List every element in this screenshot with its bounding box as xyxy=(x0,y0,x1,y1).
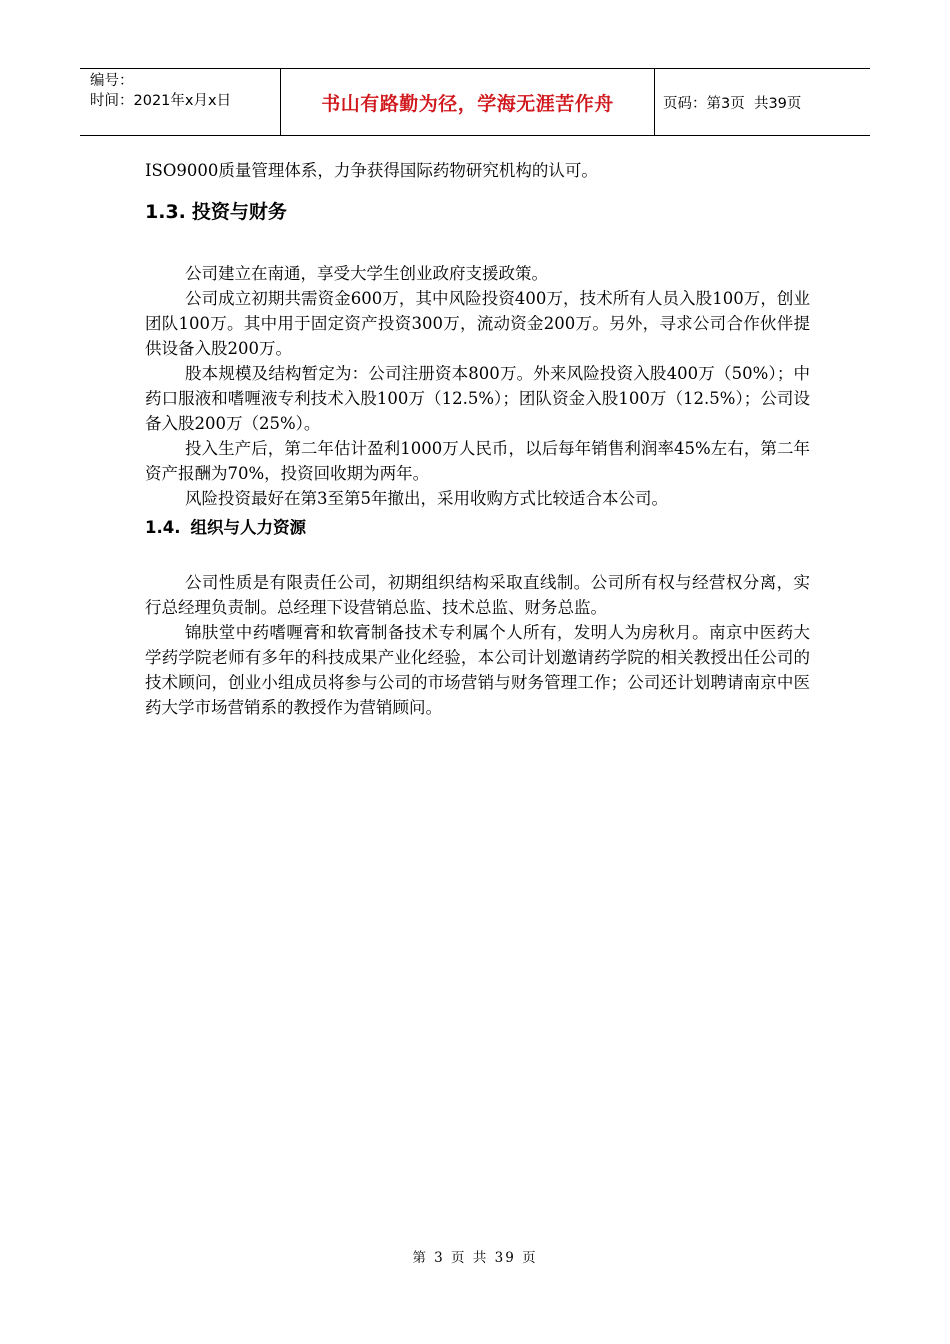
header-page-info: 页码：第3页 共39页 xyxy=(663,95,802,112)
section-number: 1.4. xyxy=(145,518,181,537)
footer-page-number: 第 3 页 共 39 页 xyxy=(412,1250,538,1266)
paragraph: 投入生产后，第二年估计盈利1000万人民币，以后每年销售利润率45%左右，第二年资产报酬为70%，投资回收期为两年。 xyxy=(145,439,810,483)
section-heading-1-4 xyxy=(145,515,810,540)
paragraph: 公司性质是有限责任公司，初期组织结构采取直线制。公司所有权与经营权分离，实行总经理负责制。总经理下设营销总监、技术总监、财务总监。 xyxy=(145,573,810,617)
spacer xyxy=(145,225,810,261)
document-body xyxy=(145,158,810,720)
section-title: 组织与人力资源 xyxy=(190,518,306,537)
paragraph: 公司成立初期共需资金600万，其中风险投资400万，技术所有人员入股100万，创业团队100万。其中用于固定资产投资300万，流动资金200万。另外，寻求公司合作伙伴提供设备入股200万。 xyxy=(145,289,810,358)
header-page-info-cell xyxy=(655,69,870,135)
spacer xyxy=(145,540,810,570)
header-time-label: 时间：2021年x月x日 xyxy=(90,93,232,109)
paragraph: 风险投资最好在第3至第5年撤出，采用收购方式比较适合本公司。 xyxy=(185,489,668,508)
paragraph: 股本规模及结构暂定为：公司注册资本800万。外来风险投资入股400万（50%）；中药口服液和嗜喱液专利技术入股100万（12.5%）；团队资金入股100万（12.5%）；公司设备入股200万（25%）。 xyxy=(145,364,810,433)
page-footer xyxy=(0,1246,950,1266)
header-number-label: 编号： xyxy=(90,73,134,89)
paragraph: 锦肤堂中药嗜喱膏和软膏制备技术专利属个人所有，发明人为房秋月。南京中医药大学药学院老师有多年的科技成果产业化经验，本公司计划邀请药学院的相关教授出任公司的技术顾问，创业小组成员将参与公司的市场营销与财务管理工作；公司还计划聘请南京中医药大学市场营销系的教授作为营销顾问。 xyxy=(145,623,810,717)
section-heading-1-3 xyxy=(145,199,810,225)
header-meta-cell xyxy=(80,69,281,135)
section-number: 1.3. xyxy=(145,201,186,223)
paragraph: 公司建立在南通，享受大学生创业政府支援政策。 xyxy=(185,264,548,283)
header-motto xyxy=(281,69,655,135)
header-motto-text: 书山有路勤为径，学海无涯苦作舟 xyxy=(321,92,614,115)
section-title: 投资与财务 xyxy=(191,201,287,223)
page-header xyxy=(80,68,870,136)
intro-line: ISO9000质量管理体系，力争获得国际药物研究机构的认可。 xyxy=(145,161,598,180)
